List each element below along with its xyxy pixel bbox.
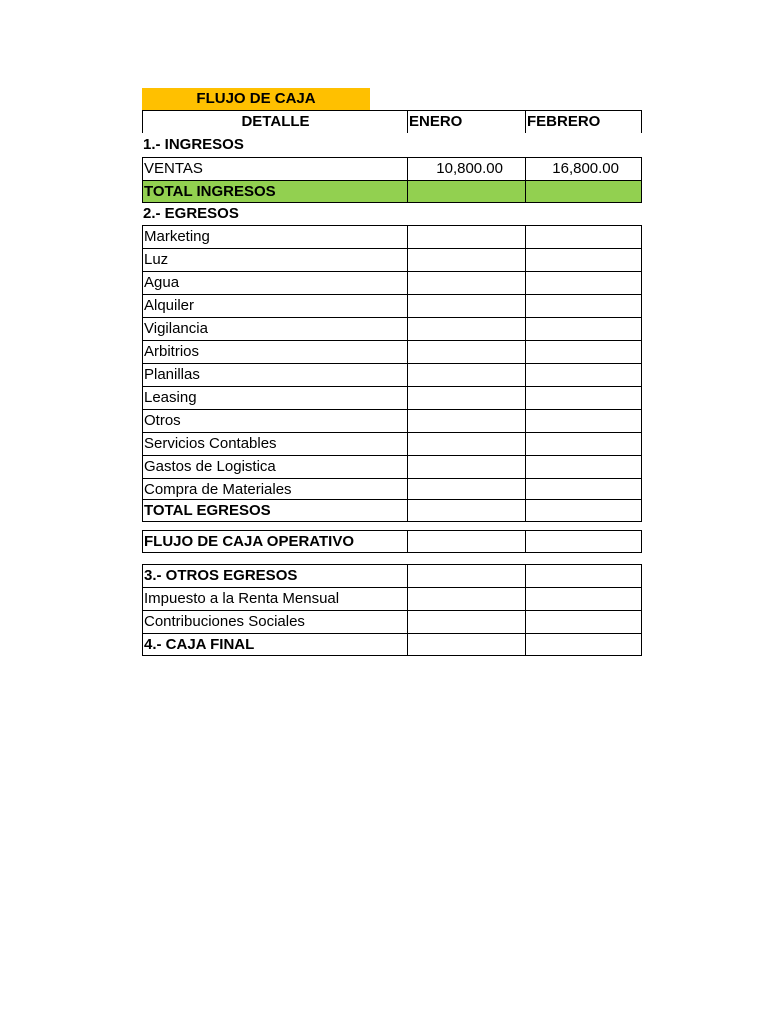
- cell-febrero[interactable]: [525, 478, 642, 501]
- row-label[interactable]: Marketing: [142, 225, 407, 248]
- section-label: 2.- EGRESOS: [143, 205, 239, 222]
- table-row: [142, 455, 642, 478]
- table-row: [142, 317, 642, 340]
- row-label-caja-final[interactable]: 4.- CAJA FINAL: [142, 633, 407, 656]
- cell-febrero[interactable]: [525, 294, 642, 317]
- row-label-flujo-operativo[interactable]: FLUJO DE CAJA OPERATIVO: [142, 530, 407, 553]
- total-ingresos-row: [142, 180, 642, 203]
- cell-enero[interactable]: [407, 564, 525, 587]
- cell-ventas-febrero[interactable]: 16,800.00: [525, 157, 642, 180]
- table-row: [142, 386, 642, 409]
- col-header-detalle[interactable]: DETALLE: [142, 110, 407, 133]
- row-label[interactable]: Servicios Contables: [142, 432, 407, 455]
- cell-febrero[interactable]: [525, 587, 642, 610]
- cell-enero[interactable]: [407, 340, 525, 363]
- cell-febrero[interactable]: [525, 386, 642, 409]
- row-label-ventas[interactable]: VENTAS: [142, 157, 407, 180]
- section-label-otros-egresos[interactable]: 3.- OTROS EGRESOS: [142, 564, 407, 587]
- row-label[interactable]: Compra de Materiales: [142, 478, 407, 501]
- cell-enero[interactable]: [407, 271, 525, 294]
- section-ingresos: [142, 134, 642, 157]
- table-row: [142, 271, 642, 294]
- cell-enero[interactable]: [407, 363, 525, 386]
- row-label[interactable]: Contribuciones Sociales: [142, 610, 407, 633]
- table-row: [142, 409, 642, 432]
- cell-flujo-enero[interactable]: [407, 530, 525, 553]
- row-label[interactable]: Planillas: [142, 363, 407, 386]
- table-row: [142, 248, 642, 271]
- table-row: [142, 610, 642, 633]
- cell-total-egresos-enero[interactable]: [407, 499, 525, 522]
- col-header-enero[interactable]: ENERO: [407, 110, 525, 133]
- col-header-febrero[interactable]: FEBRERO: [525, 110, 642, 133]
- cell-total-egresos-febrero[interactable]: [525, 499, 642, 522]
- table-row: [142, 157, 642, 180]
- cell-enero[interactable]: [407, 587, 525, 610]
- row-label[interactable]: Luz: [142, 248, 407, 271]
- cell-enero[interactable]: [407, 610, 525, 633]
- caja-final-row: [142, 633, 642, 656]
- row-label[interactable]: Arbitrios: [142, 340, 407, 363]
- row-label[interactable]: Impuesto a la Renta Mensual: [142, 587, 407, 610]
- row-label-total-ingresos[interactable]: TOTAL INGRESOS: [142, 180, 407, 203]
- cell-febrero[interactable]: [525, 432, 642, 455]
- row-label[interactable]: Vigilancia: [142, 317, 407, 340]
- table-row: [142, 340, 642, 363]
- cell-enero[interactable]: [407, 248, 525, 271]
- cell-febrero[interactable]: [525, 363, 642, 386]
- cell-enero[interactable]: [407, 386, 525, 409]
- table-row: [142, 363, 642, 386]
- cell-febrero[interactable]: [525, 340, 642, 363]
- cell-enero[interactable]: [407, 478, 525, 501]
- row-label-total-egresos[interactable]: TOTAL EGRESOS: [142, 499, 407, 522]
- cell-total-ingresos-febrero[interactable]: [525, 180, 642, 203]
- table-row: [142, 225, 642, 248]
- table-row: [142, 478, 642, 501]
- cell-enero[interactable]: [407, 294, 525, 317]
- cell-febrero[interactable]: [525, 409, 642, 432]
- header-row: [142, 110, 642, 133]
- cell-febrero[interactable]: [525, 610, 642, 633]
- cell-febrero[interactable]: [525, 248, 642, 271]
- cell-caja-final-febrero[interactable]: [525, 633, 642, 656]
- cell-enero[interactable]: [407, 455, 525, 478]
- cell-enero[interactable]: [407, 432, 525, 455]
- cell-ventas-enero[interactable]: 10,800.00: [407, 157, 525, 180]
- cell-enero[interactable]: [407, 225, 525, 248]
- cell-total-ingresos-enero[interactable]: [407, 180, 525, 203]
- cell-flujo-febrero[interactable]: [525, 530, 642, 553]
- table-row: [142, 587, 642, 610]
- row-label[interactable]: Leasing: [142, 386, 407, 409]
- cell-febrero[interactable]: [525, 455, 642, 478]
- cell-febrero[interactable]: [525, 317, 642, 340]
- section-egresos: [142, 203, 642, 226]
- cell-enero[interactable]: [407, 409, 525, 432]
- sheet-title: FLUJO DE CAJA: [142, 88, 370, 110]
- row-label[interactable]: Gastos de Logistica: [142, 455, 407, 478]
- table-row: [142, 294, 642, 317]
- cell-caja-final-enero[interactable]: [407, 633, 525, 656]
- cell-enero[interactable]: [407, 317, 525, 340]
- row-label[interactable]: Agua: [142, 271, 407, 294]
- cell-febrero[interactable]: [525, 564, 642, 587]
- cell-febrero[interactable]: [525, 225, 642, 248]
- row-label[interactable]: Alquiler: [142, 294, 407, 317]
- table-row: [142, 432, 642, 455]
- total-egresos-row: [142, 499, 642, 522]
- cell-febrero[interactable]: [525, 271, 642, 294]
- row-label[interactable]: Otros: [142, 409, 407, 432]
- section-label: 1.- INGRESOS: [143, 136, 244, 153]
- otros-egresos-header-row: [142, 564, 642, 587]
- flujo-operativo-row: [142, 530, 642, 553]
